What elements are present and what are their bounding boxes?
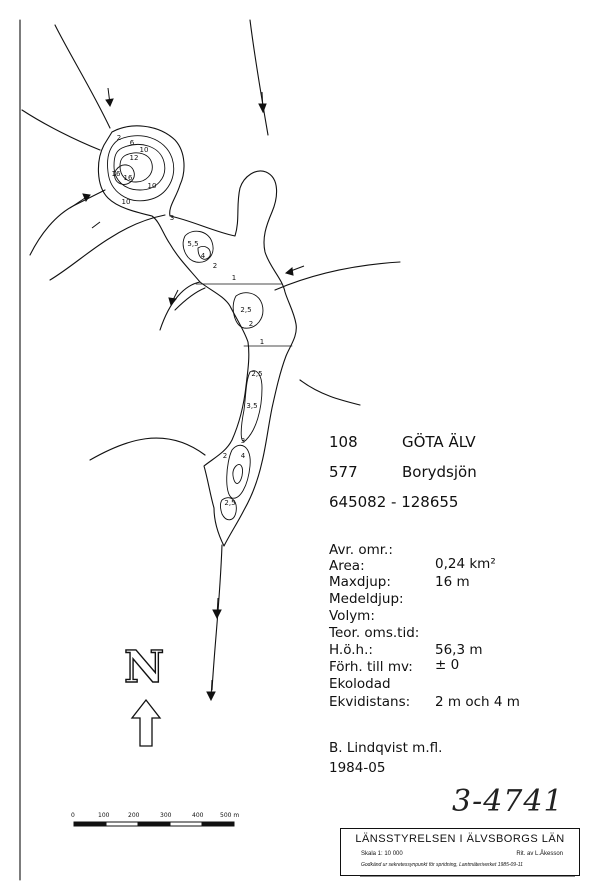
depth-label: 10 <box>121 198 131 206</box>
depth-contour <box>233 464 243 483</box>
handwritten-number: 3-4741 <box>452 784 564 819</box>
scale-label: 400 <box>192 812 204 819</box>
survey-date: 1984-05 <box>329 760 386 776</box>
fact-label: H.ö.h.: <box>329 642 373 658</box>
fact-value: 16 m <box>435 574 470 590</box>
fact-label: Volym: <box>329 608 375 624</box>
depth-label: 16 <box>111 170 121 178</box>
scale-label: 200 <box>128 812 140 819</box>
fact-value: ± 0 <box>435 657 460 673</box>
depth-label: 4 <box>200 252 206 260</box>
fact-label: Ekvidistans: <box>329 694 411 710</box>
flow-arrow <box>92 222 100 228</box>
approval-note: Godkänd ur sekretessynpunkt för spridning, Lantmäteriverket 1985-09-11 <box>361 862 523 868</box>
fact-label: Teor. oms.tid: <box>329 625 420 641</box>
depth-label: 1 <box>259 338 265 346</box>
depth-label: 2,5 <box>251 370 263 378</box>
flow-arrow <box>207 692 215 700</box>
flow-arrow <box>286 268 293 275</box>
stream-line <box>55 25 110 128</box>
stream-line <box>175 288 205 310</box>
depth-contour <box>227 445 250 498</box>
depth-label: 2,5 <box>240 306 252 314</box>
authority-name: LÄNSSTYRELSEN I ÄLVSBORGS LÄN <box>355 833 565 845</box>
facts-table <box>329 542 589 722</box>
river-name: GÖTA ÄLV <box>402 433 476 451</box>
depth-label: 2 <box>248 320 254 328</box>
depth-label: 3 <box>240 437 246 445</box>
depth-label: 12 <box>129 154 139 162</box>
fact-label: Ekolodad <box>329 676 391 692</box>
stream-line <box>275 262 400 290</box>
stream-line <box>160 282 200 330</box>
map-scale: Skala 1: 10 000 <box>361 851 403 857</box>
fact-label: Förh. till mv: <box>329 659 413 675</box>
flow-arrow <box>169 298 176 305</box>
depth-label: 2 <box>116 134 122 142</box>
stream-line <box>90 438 205 460</box>
scale-label: 500 m <box>220 812 240 819</box>
fact-value: 56,3 m <box>435 642 483 658</box>
depth-label: 2,5 <box>224 499 236 507</box>
depth-label: 16 <box>123 174 133 182</box>
stream-line <box>30 190 105 255</box>
stream-line <box>22 110 100 150</box>
depth-label: 4 <box>240 452 246 460</box>
lake-number: 108 <box>329 433 358 451</box>
scale-label: 0 <box>71 812 75 819</box>
fact-label: Area: <box>329 558 365 574</box>
lake-code: 577 <box>329 463 358 481</box>
flow-arrow <box>213 610 221 618</box>
stream-line <box>50 215 165 280</box>
depth-label: 10 <box>139 146 149 154</box>
author-credit: B. Lindqvist m.fl. <box>329 740 443 756</box>
depth-label: 1 <box>231 274 237 282</box>
scale-label: 100 <box>98 812 110 819</box>
drawn-by: Rit. av L.Åkesson <box>516 851 563 857</box>
depth-label: 10 <box>147 182 157 190</box>
depth-label: 6 <box>129 139 135 147</box>
scale-label: 300 <box>160 812 172 819</box>
depth-label: 2 <box>212 262 218 270</box>
depth-label: 2 <box>222 452 228 460</box>
depth-label: 5,5 <box>187 240 199 248</box>
fact-label: Maxdjup: <box>329 574 391 590</box>
depth-label: 3 <box>169 214 175 222</box>
lake-name: Borydsjön <box>402 463 477 481</box>
north-label: N <box>124 642 165 693</box>
flow-arrow <box>259 104 266 112</box>
stream-line <box>300 380 360 405</box>
stream-line <box>250 20 268 135</box>
fact-value: 0,24 km² <box>435 556 496 572</box>
fact-label: Avr. omr.: <box>329 542 393 558</box>
north-arrow <box>132 700 160 746</box>
title-block <box>340 828 580 876</box>
lake-coordinates: 645082 - 128655 <box>329 493 459 511</box>
fact-label: Medeldjup: <box>329 591 404 607</box>
scale-bar <box>74 822 234 826</box>
depth-label: 3,5 <box>246 402 258 410</box>
flow-arrow <box>106 99 113 106</box>
fact-value: 2 m och 4 m <box>435 694 520 710</box>
lake-shoreline <box>98 126 296 546</box>
